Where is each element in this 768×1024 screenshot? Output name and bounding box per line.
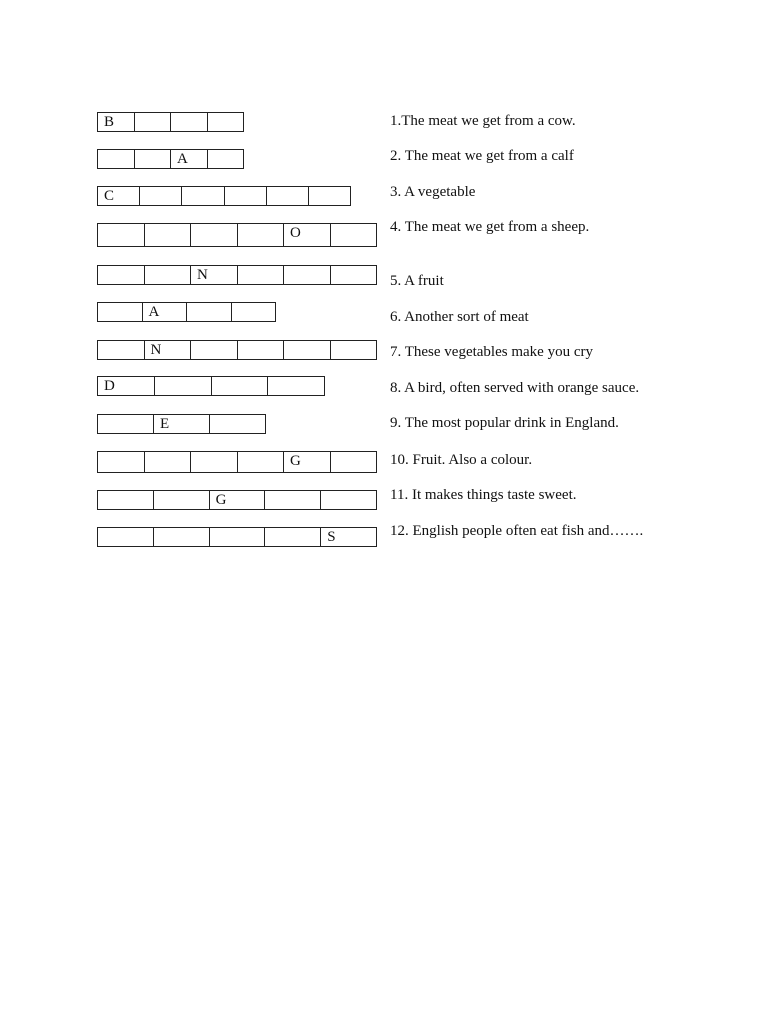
- letter-cell[interactable]: [209, 528, 265, 546]
- letter-cell[interactable]: D: [104, 378, 115, 394]
- letter-cell[interactable]: [186, 303, 231, 321]
- letter-cell[interactable]: [266, 187, 308, 205]
- letter-cell[interactable]: [139, 187, 181, 205]
- letter-cell[interactable]: [264, 528, 320, 546]
- letter-cell[interactable]: [190, 452, 237, 472]
- letter-cell[interactable]: [98, 150, 134, 168]
- answer-grid-5: [97, 265, 377, 285]
- letter-cell[interactable]: [237, 224, 284, 246]
- answer-grid-8: [97, 376, 325, 396]
- letter-cell[interactable]: S: [320, 528, 376, 546]
- letter-cell[interactable]: E: [153, 415, 209, 433]
- answer-grid-2: [97, 149, 244, 169]
- letter-cell[interactable]: [144, 266, 191, 284]
- letter-cell[interactable]: [224, 187, 266, 205]
- letter-cell[interactable]: [320, 491, 376, 509]
- letter-cell[interactable]: [330, 266, 377, 284]
- letter-cell[interactable]: [98, 224, 144, 246]
- letter-cell[interactable]: [98, 341, 144, 359]
- letter-cell[interactable]: [134, 150, 171, 168]
- letter-cell[interactable]: [190, 224, 237, 246]
- clue-8: 8. A bird, often served with orange sauce.: [390, 380, 640, 396]
- letter-cell[interactable]: N: [190, 266, 237, 284]
- clue-5: 5. A fruit: [390, 273, 444, 289]
- clue-1: 1.The meat we get from a cow.: [390, 113, 576, 129]
- letter-cell[interactable]: C: [104, 188, 115, 204]
- letter-cell[interactable]: [181, 187, 223, 205]
- letter-cell[interactable]: [264, 491, 320, 509]
- letter-cell[interactable]: [330, 341, 377, 359]
- answer-grid-6: [97, 302, 276, 322]
- answer-grid-9: [97, 414, 266, 434]
- letter-cell[interactable]: N: [144, 341, 191, 359]
- clue-9: 9. The most popular drink in England.: [390, 415, 619, 431]
- letter-cell[interactable]: [170, 113, 207, 131]
- letter-cell[interactable]: [207, 113, 244, 131]
- answer-grid-3: [97, 186, 351, 206]
- letter-cell[interactable]: [211, 377, 268, 395]
- letter-cell[interactable]: [98, 452, 144, 472]
- letter-cell[interactable]: G: [209, 491, 265, 509]
- letter-cell[interactable]: [153, 528, 209, 546]
- letter-cell[interactable]: [98, 415, 153, 433]
- letter-cell[interactable]: G: [283, 452, 330, 472]
- clue-6: 6. Another sort of meat: [390, 309, 529, 325]
- letter-cell[interactable]: [98, 491, 153, 509]
- answer-grid-4: [97, 223, 377, 247]
- letter-cell[interactable]: [237, 452, 284, 472]
- letter-cell[interactable]: A: [170, 150, 207, 168]
- letter-cell[interactable]: [144, 224, 191, 246]
- letter-cell[interactable]: [267, 377, 324, 395]
- letter-cell[interactable]: A: [142, 303, 187, 321]
- letter-cell[interactable]: [283, 266, 330, 284]
- letter-cell[interactable]: [209, 415, 265, 433]
- letter-cell[interactable]: [154, 377, 211, 395]
- answer-grid-10: [97, 451, 377, 473]
- letter-cell[interactable]: [98, 528, 153, 546]
- letter-cell[interactable]: [98, 266, 144, 284]
- letter-cell[interactable]: [98, 303, 142, 321]
- answer-grid-1: [97, 112, 244, 132]
- letter-cell[interactable]: [283, 341, 330, 359]
- answer-grid-11: [97, 490, 377, 510]
- clue-12: 12. English people often eat fish and…….: [390, 523, 644, 539]
- clue-11: 11. It makes things taste sweet.: [390, 487, 577, 503]
- letter-cell[interactable]: [237, 266, 284, 284]
- letter-cell[interactable]: [207, 150, 244, 168]
- letter-cell[interactable]: [190, 341, 237, 359]
- letter-cell[interactable]: O: [283, 224, 330, 246]
- answer-grid-12: [97, 527, 377, 547]
- letter-cell[interactable]: [144, 452, 191, 472]
- letter-cell[interactable]: B: [104, 114, 115, 130]
- letter-cell[interactable]: [231, 303, 276, 321]
- letter-cell[interactable]: [153, 491, 209, 509]
- clue-4: 4. The meat we get from a sheep.: [390, 219, 590, 235]
- clue-7: 7. These vegetables make you cry: [390, 344, 593, 360]
- answer-grid-7: [97, 340, 377, 360]
- letter-cell[interactable]: [308, 187, 350, 205]
- letter-cell[interactable]: [330, 452, 377, 472]
- clue-2: 2. The meat we get from a calf: [390, 148, 574, 164]
- letter-cell[interactable]: [237, 341, 284, 359]
- clue-3: 3. A vegetable: [390, 184, 476, 200]
- letter-cell[interactable]: [134, 113, 171, 131]
- clue-10: 10. Fruit. Also a colour.: [390, 452, 533, 468]
- letter-cell[interactable]: [330, 224, 377, 246]
